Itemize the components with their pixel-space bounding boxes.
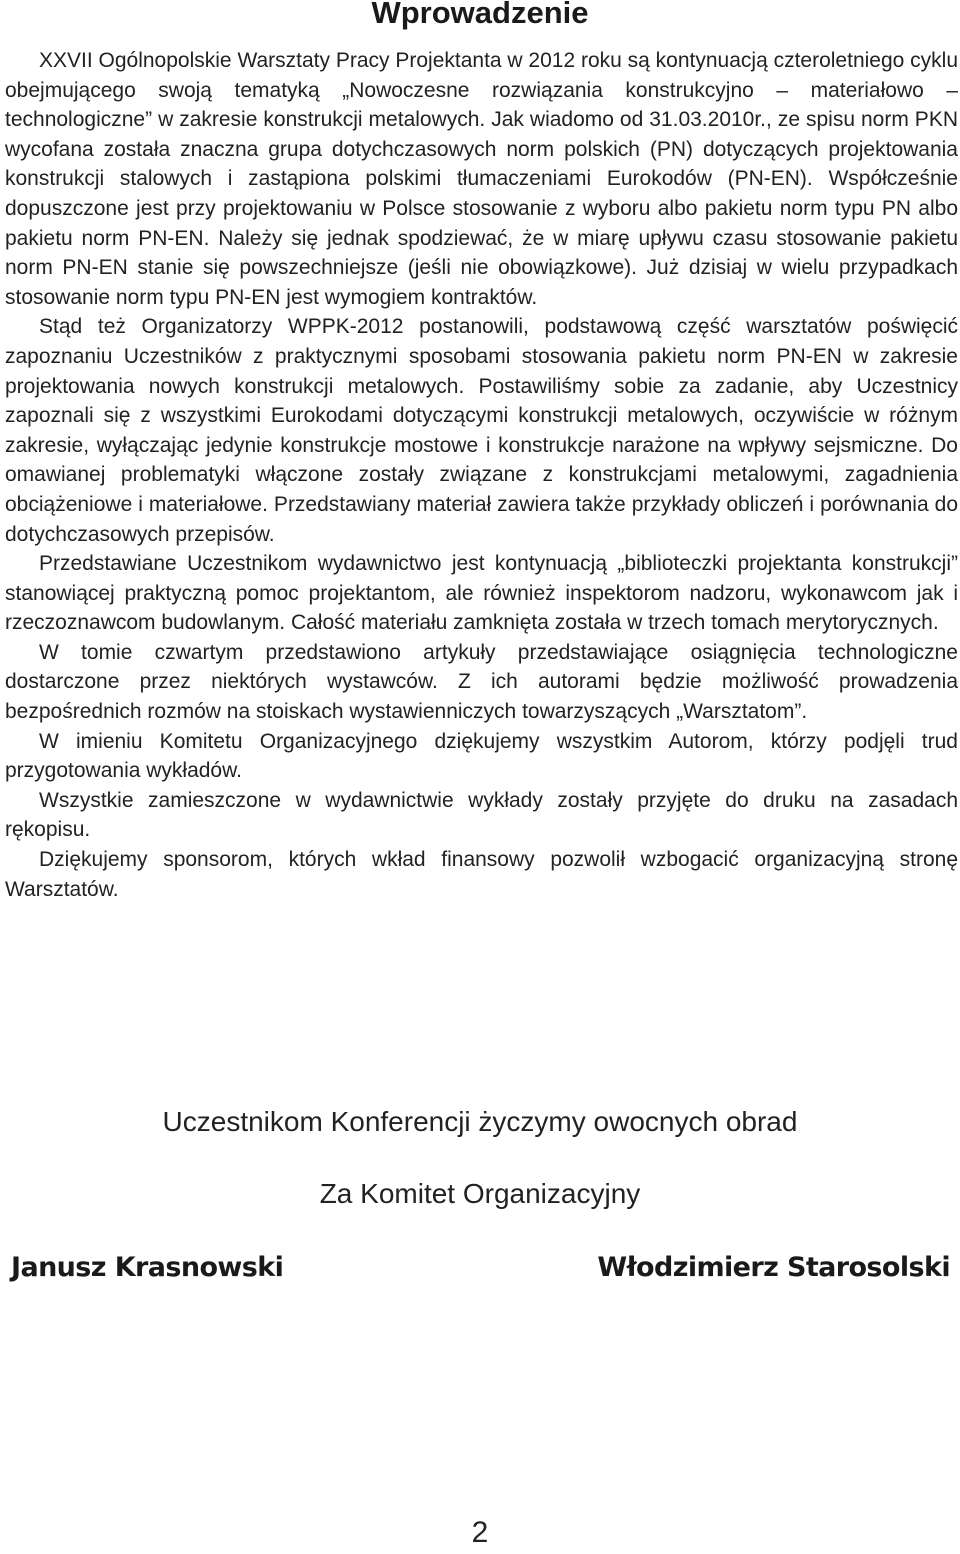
paragraph-thanks-sponsors: Dziękujemy sponsorom, których wkład finansowy pozwolił wzbogacić organizacyjną stronę Warsztatów. bbox=[5, 848, 958, 901]
paragraph-volume-four: W tomie czwartym przedstawiono artykuły przedstawiające osiągnięcia technologiczne dostarczone przez niektórych wystawców. Z ich autorami będzie możliwość prowadzenia bezpośrednich rozmów na stoiskach wystawienniczych towarzyszących „Warsztatom”. bbox=[5, 640, 958, 724]
paragraph-organizers: Stąd też Organizatorzy WPPK-2012 postanowili, podstawową część warsztatów poświęcić zapoznaniu Uczestników z praktycznymi sposobami stosowania pakietu norm PN-EN w zakresie projektowania nowych konstrukcji metalowych. Postawiliśmy sobie za zadanie, aby Uczestnicy zapoznali się z wszystkimi Eurokodami dotyczącymi konstrukcji metalowych, oczywiście w różnym zakresie, wyłączając jedynie konstrukcje mostowe i konstrukcje narażone na wpływy sejsmiczne. Do omawianej problematyki włączone zostały związane z konstrukcjami metalowymi, zagadnienia obciążeniowe i materiałowe. Przedstawiany materiał zawiera także przykłady obliczeń i porównania do dotychczasowych przepisów. bbox=[5, 315, 958, 546]
page-title: Wprowadzenie bbox=[371, 0, 589, 30]
closing-wish: Uczestnikom Konferencji życzymy owocnych obrad bbox=[162, 1106, 798, 1137]
body-text bbox=[5, 46, 958, 904]
paragraph-manuscript: Wszystkie zamieszczone w wydawnictwie wykłady zostały przyjęte do druku na zasadach rękopisu. bbox=[5, 788, 958, 842]
signatory-left: Janusz Krasnowski bbox=[11, 1252, 284, 1283]
committee-line: Za Komitet Organizacyjny bbox=[319, 1178, 641, 1209]
signatory-right: Włodzimierz Starosolski bbox=[597, 1252, 950, 1283]
paragraph-thanks-authors: W imieniu Komitetu Organizacyjnego dziękujemy wszystkim Autorom, którzy podjęli trud przygotowania wykładów. bbox=[5, 729, 958, 783]
paragraph-publication: Przedstawiane Uczestnikom wydawnictwo jest kontynuacją „biblioteczki projektanta konstrukcji” stanowiącej praktyczną pomoc projektantom, ale również inspektorom nadzoru, wykonawcom jak i rzeczoznawcom budowlanym. Całość materiału zamknięta została w trzech tomach merytorycznych. bbox=[5, 552, 958, 635]
page-number: 2 bbox=[471, 1516, 489, 1549]
paragraph-intro: XXVII Ogólnopolskie Warsztaty Pracy Projektanta w 2012 roku są kontynuacją czteroletniego cyklu obejmującego swoją tematyką „Nowoczesne rozwiązania konstrukcyjno – materiałowo – technologiczne” w zakresie konstrukcji metalowych. Jak wiadomo od 31.03.2010r., ze spisu norm PKN wycofana została znaczna grupa dotychczasowych norm polskich (PN) dotyczących projektowania konstrukcji stalowych i zastąpiona polskimi tłumaczeniami Eurokodów (PN-EN). Współcześnie dopuszczone jest przy projektowaniu w Polsce stosowanie z wyboru albo pakietu norm typu PN albo pakietu norm PN-EN. Należy się jednak spodziewać, że w miarę upływu czasu stosowanie pakietu norm PN-EN stanie się powszechniejsze (jeśli nie obowiązkowe). Już dzisiaj w wielu przypadkach stosowanie norm typu PN-EN jest wymogiem kontraktów. bbox=[5, 49, 959, 309]
